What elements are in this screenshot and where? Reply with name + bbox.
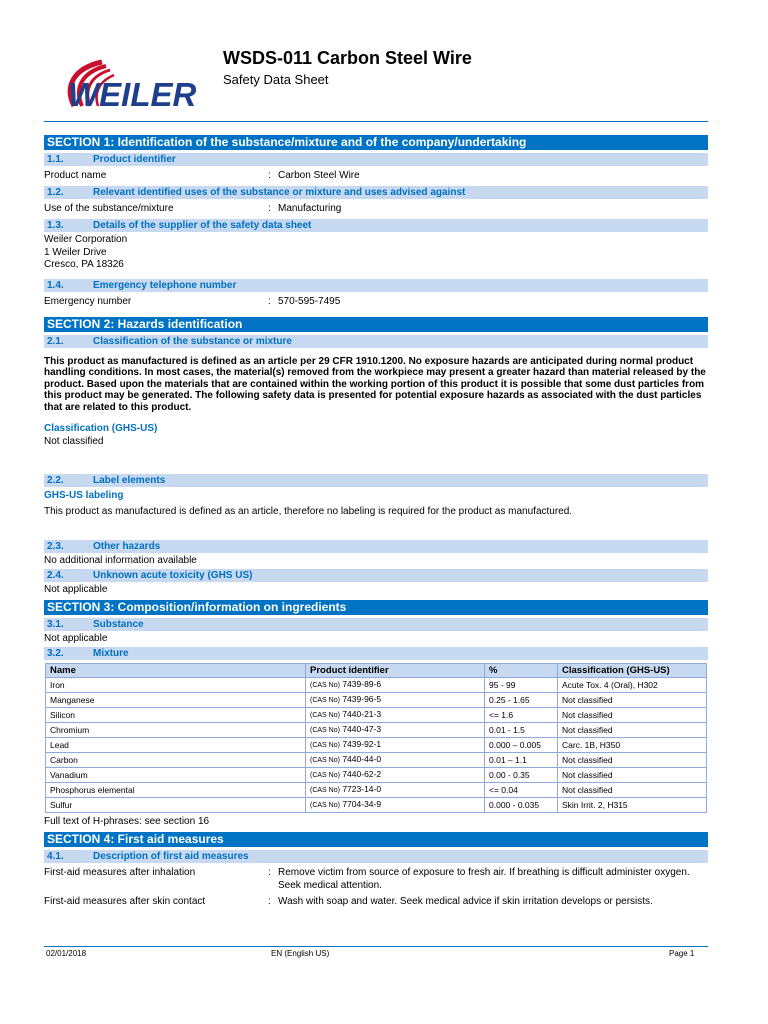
supplier-name: Weiler Corporation <box>44 234 128 245</box>
footer-divider <box>44 946 708 947</box>
subsection-title: Emergency telephone number <box>93 279 237 291</box>
table-row <box>46 783 707 798</box>
subsection-number: 1.1. <box>47 154 64 165</box>
subsection-number: 2.1. <box>47 335 64 347</box>
cas-prefix: (CAS No) <box>310 787 340 794</box>
ghs-classification: Not classified <box>558 783 707 798</box>
cas-number: 7440-44-0 <box>342 754 382 764</box>
cas-number: 7439-89-6 <box>342 679 382 689</box>
ingredient-name: Iron <box>46 678 306 693</box>
cas-number: 7723-14-0 <box>342 784 382 794</box>
use-value: Manufacturing <box>278 203 342 214</box>
subsection-title: Classification of the substance or mixture <box>93 335 292 347</box>
ingredient-name: Lead <box>46 738 306 753</box>
subsection-2-2 <box>44 474 708 487</box>
cas-prefix: (CAS No) <box>310 727 340 734</box>
ghs-classification: Skin Irrit. 2, H315 <box>558 798 707 813</box>
table-header-row <box>46 664 707 678</box>
table-row <box>46 768 707 783</box>
subsection-title: Mixture <box>93 648 129 659</box>
ghs-classification: Acute Tox. 4 (Oral), H302 <box>558 678 707 693</box>
ghs-classification: Carc. 1B, H350 <box>558 738 707 753</box>
table-row <box>46 738 707 753</box>
colon: : <box>268 896 271 907</box>
skin-contact-value: Wash with soap and water. Seek medical advice if skin irritation develops or persists. <box>278 896 653 907</box>
subsection-title: Substance <box>93 619 144 630</box>
cas-cell <box>306 768 485 783</box>
subsection-1-2 <box>44 186 708 199</box>
ghs-classification: Not classified <box>558 753 707 768</box>
subsection-number: 1.2. <box>47 187 64 198</box>
subsection-title: Description of first aid measures <box>93 851 249 862</box>
product-name-value: Carbon Steel Wire <box>278 170 360 181</box>
document-title: WSDS-011 Carbon Steel Wire <box>223 48 472 68</box>
percent-value: 0.01 - 1.5 <box>485 723 558 738</box>
ingredient-name: Sulfur <box>46 798 306 813</box>
subsection-title: Label elements <box>93 475 166 486</box>
percent-value: 0.00 - 0.35 <box>485 768 558 783</box>
section-1-header: SECTION 1: Identification of the substance/mixture and of the company/undertaking <box>44 135 708 150</box>
use-row <box>44 199 708 216</box>
percent-value: 95 - 99 <box>485 678 558 693</box>
subsection-title: Unknown acute toxicity (GHS US) <box>93 570 253 581</box>
mixture-table <box>45 663 707 813</box>
classification-value: Not classified <box>44 436 104 447</box>
cas-number: 7440-62-2 <box>342 769 382 779</box>
percent-value: <= 1.6 <box>485 708 558 723</box>
column-header-classification: Classification (GHS-US) <box>558 664 707 678</box>
table-row <box>46 753 707 768</box>
cas-prefix: (CAS No) <box>310 697 340 704</box>
ghs-classification: Not classified <box>558 708 707 723</box>
cas-prefix: (CAS No) <box>310 712 340 719</box>
ingredient-name: Silicon <box>46 708 306 723</box>
cas-prefix: (CAS No) <box>310 742 340 749</box>
cas-cell <box>306 753 485 768</box>
product-name-row <box>44 166 708 183</box>
ghs-classification: Not classified <box>558 768 707 783</box>
colon: : <box>268 295 271 307</box>
labeling-text: This product as manufactured is defined as an article, therefore no labeling is required for the product as manufactured. <box>44 506 573 517</box>
inhalation-row <box>44 863 708 892</box>
subsection-title: Product identifier <box>93 154 176 165</box>
section-4-header: SECTION 4: First aid measures <box>44 832 708 847</box>
footer-page-number: Page 1 <box>669 949 695 958</box>
cas-number: 7439-92-1 <box>342 739 382 749</box>
cas-cell <box>306 798 485 813</box>
cas-cell <box>306 708 485 723</box>
ingredient-name: Chromium <box>46 723 306 738</box>
inhalation-label: First-aid measures after inhalation <box>44 867 196 878</box>
cas-cell <box>306 678 485 693</box>
ingredient-name: Carbon <box>46 753 306 768</box>
skin-contact-row <box>44 892 708 909</box>
cas-cell <box>306 738 485 753</box>
subsection-2-4 <box>44 569 708 582</box>
ingredient-name: Phosphorus elemental <box>46 783 306 798</box>
subsection-number: 3.1. <box>47 619 64 630</box>
article-statement: This product as manufactured is defined as an article per 29 CFR 1910.1200. No exposure hazards are anticipated during normal product handling conditions. In most cases, the material(s) removed from the workpiece may present a greater hazard than material released by the product. Based upon the materials that are contained within the working portion of this product it is possible that some dust particles from this product may be generated. The following safety data is presented for potential exposure hazards as associated with the dust particles that are related to this product. <box>44 355 706 413</box>
cas-prefix: (CAS No) <box>310 682 340 689</box>
percent-value: <= 0.04 <box>485 783 558 798</box>
table-row <box>46 708 707 723</box>
footer-date: 02/01/2018 <box>46 949 87 958</box>
emergency-label: Emergency number <box>44 295 132 307</box>
emergency-phone: 570-595-7495 <box>278 295 341 307</box>
document-subtitle: Safety Data Sheet <box>223 72 329 87</box>
subsection-3-1 <box>44 618 708 631</box>
subsection-1-4 <box>44 279 708 292</box>
subsection-number: 2.2. <box>47 475 64 486</box>
labeling-heading: GHS-US labeling <box>44 490 124 501</box>
use-label: Use of the substance/mixture <box>44 203 174 214</box>
cas-cell <box>306 693 485 708</box>
subsection-2-1 <box>44 335 708 348</box>
cas-cell <box>306 723 485 738</box>
table-row <box>46 678 707 693</box>
cas-number: 7439-96-5 <box>342 694 382 704</box>
subsection-number: 2.3. <box>47 541 64 552</box>
subsection-number: 1.3. <box>47 220 64 231</box>
subsection-4-1 <box>44 850 708 863</box>
cas-number: 7440-47-3 <box>342 724 382 734</box>
header-divider <box>44 121 708 122</box>
supplier-city: Cresco, PA 18326 <box>44 259 124 270</box>
supplier-address <box>44 232 708 272</box>
section-2-header: SECTION 2: Hazards identification <box>44 317 708 332</box>
ingredient-name: Manganese <box>46 693 306 708</box>
table-row <box>46 723 707 738</box>
subsection-title: Relevant identified uses of the substance or mixture and uses advised against <box>93 187 466 198</box>
column-header-name: Name <box>46 664 306 678</box>
column-header-identifier: Product identifier <box>306 664 485 678</box>
emergency-row <box>44 292 708 309</box>
column-header-percent: % <box>485 664 558 678</box>
cas-number: 7704-34-9 <box>342 799 382 809</box>
colon: : <box>268 170 271 181</box>
subsection-title: Other hazards <box>93 541 161 552</box>
weiler-logo <box>44 56 222 116</box>
sds-content <box>44 130 708 909</box>
percent-value: 0.01 – 1.1 <box>485 753 558 768</box>
h-phrases-note: Full text of H-phrases: see section 16 <box>44 816 210 827</box>
colon: : <box>268 867 271 878</box>
supplier-street: 1 Weiler Drive <box>44 246 107 258</box>
subsection-1-3 <box>44 219 708 232</box>
cas-prefix: (CAS No) <box>310 802 340 809</box>
subsection-number: 4.1. <box>47 851 64 862</box>
classification-heading: Classification (GHS-US) <box>44 423 158 434</box>
skin-contact-label: First-aid measures after skin contact <box>44 896 206 907</box>
subsection-number: 2.4. <box>47 570 64 581</box>
percent-value: 0.000 - 0.035 <box>485 798 558 813</box>
unknown-toxicity-value: Not applicable <box>44 584 108 595</box>
logo-wordmark: WEILER <box>68 76 197 113</box>
cas-prefix: (CAS No) <box>310 772 340 779</box>
other-hazards-value: No additional information available <box>44 555 197 566</box>
percent-value: 0.000 – 0.005 <box>485 738 558 753</box>
cas-cell <box>306 783 485 798</box>
footer-language: EN (English US) <box>271 949 330 958</box>
cas-prefix: (CAS No) <box>310 757 340 764</box>
cas-number: 7440-21-3 <box>342 709 382 719</box>
ghs-classification: Not classified <box>558 693 707 708</box>
table-row <box>46 798 707 813</box>
subsection-number: 3.2. <box>47 648 64 659</box>
ingredient-name: Vanadium <box>46 768 306 783</box>
substance-value: Not applicable <box>44 633 108 644</box>
subsection-title: Details of the supplier of the safety data sheet <box>93 220 312 231</box>
percent-value: 0.25 - 1.65 <box>485 693 558 708</box>
subsection-number: 1.4. <box>47 279 64 291</box>
subsection-3-2 <box>44 647 708 660</box>
inhalation-value: Remove victim from source of exposure to fresh air. If breathing is difficult administer oxygen. Seek medical attention. <box>278 867 690 891</box>
subsection-2-3 <box>44 540 708 553</box>
subsection-1-1 <box>44 153 708 166</box>
colon: : <box>268 203 271 214</box>
product-name-label: Product name <box>44 170 107 181</box>
ghs-classification: Not classified <box>558 723 707 738</box>
section-3-header: SECTION 3: Composition/information on ingredients <box>44 600 708 615</box>
table-row <box>46 693 707 708</box>
weiler-logo-graphic <box>44 56 222 116</box>
